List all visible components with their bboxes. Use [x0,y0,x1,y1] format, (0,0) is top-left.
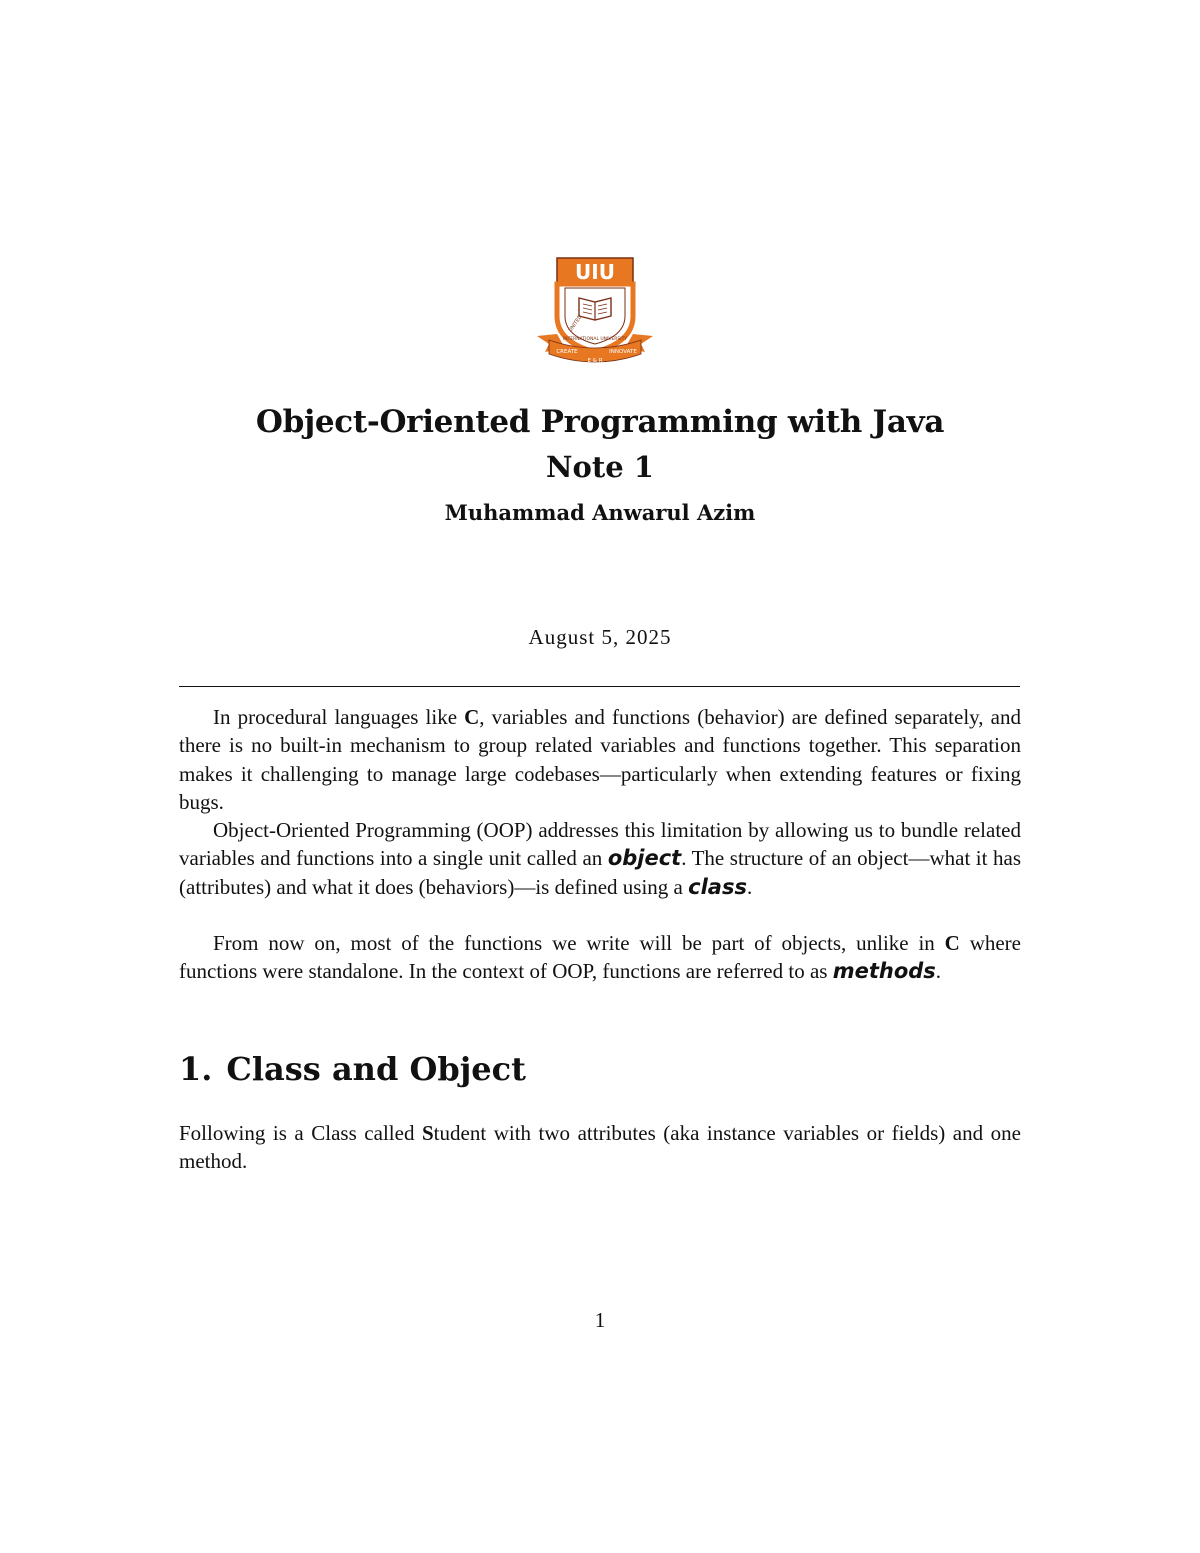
document-subtitle: Note 1 [546,450,654,484]
text-run: . [746,874,753,899]
section-paragraph [179,1119,1021,1176]
class-name-initial: S [421,1121,434,1145]
logo-ribbon-right: INNOVATE [609,349,637,355]
text-run: tudent with two attributes (aka instance variables or fields) and one method. [179,1121,1021,1174]
intro-paragraph-3 [179,929,1021,986]
logo-ring-left: UNITED [567,314,584,334]
intro-paragraph-1 [179,703,1021,817]
document-date: August 5, 2025 [528,625,672,649]
text-run: From now on, most of the functions we write will be part of objects, unlike in [213,931,945,955]
logo-ribbon-center: E & R [587,358,603,364]
text-run: Following is a Class called [179,1121,422,1145]
text-run: where functions were standalone. In the context of OOP, functions are referred to as [179,931,1021,984]
university-logo [535,256,655,368]
text-run: . [935,959,942,984]
title-divider [179,686,1020,687]
section-heading [179,1050,526,1088]
section-number: 1. [179,1050,213,1088]
logo-letters: UIU [575,260,615,284]
text-run: In procedural languages like [213,705,465,729]
keyword-class: class [688,874,747,899]
text-run: , variables and functions (behavior) are defined separately, and there is no built-in mechanism to group related variables and functions together. This separation makes it challenging to manage large codebases—particularly when extending features or fixing bugs. [179,705,1021,815]
keyword-object: object [607,846,682,871]
logo-ring-right: INTERNATIONAL UNIVERSITY [562,337,628,342]
section-title: Class and Object [226,1050,526,1088]
language-c: C [944,931,960,955]
text-run: Object-Oriented Programming (OOP) addresses this limitation by allowing us to bundle related variables and functions into a single unit called an [179,818,1021,871]
logo-ribbon-left: CREATE [556,349,578,355]
language-c: C [464,705,480,729]
author-name: Muhammad Anwarul Azim [444,500,756,525]
keyword-methods: methods [832,959,936,984]
uiu-crest-icon [535,256,655,368]
document-title: Object-Oriented Programming with Java [255,404,945,440]
text-run: . The structure of an object—what it has (attributes) and what it does (behaviors)—is defined using a [179,846,1021,899]
intro-paragraph-2 [179,816,1021,901]
page-number: 1 [594,1308,606,1332]
